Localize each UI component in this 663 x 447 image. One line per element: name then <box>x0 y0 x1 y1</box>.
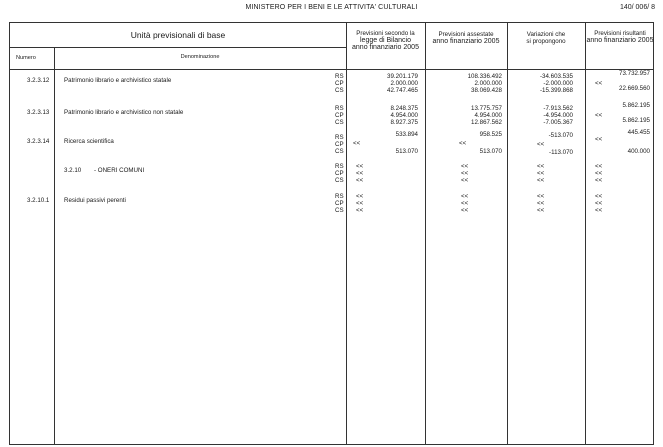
value-risultanti: << <box>595 112 603 119</box>
row-tag: RS <box>335 163 344 170</box>
col-header-line: Previsioni assestate <box>438 31 494 38</box>
row-denominazione: Ricerca scientifica <box>64 138 114 145</box>
value-bilancio: 39.201.179 <box>387 73 418 80</box>
unit-title: Unità previsionali di base <box>130 30 226 40</box>
row-tag: CP <box>335 141 344 148</box>
col-header-prev-risultanti <box>585 30 655 44</box>
row-numero: 3.2.3.14 <box>27 138 50 145</box>
value-assestate: << <box>461 177 469 184</box>
col-header-line: anno finanziario 2005 <box>432 38 500 45</box>
row-tag: CP <box>335 80 344 87</box>
value-variazioni: -513.070 <box>548 132 573 139</box>
value-risultanti: << <box>595 177 603 184</box>
col-header-line: legge di Bilancio <box>360 37 411 44</box>
row-denominazione: - ONERI COMUNI <box>94 167 145 174</box>
value-assestate: << <box>461 193 469 200</box>
header-divider-unit <box>10 47 346 48</box>
col-header-variazioni <box>507 31 585 45</box>
value-variazioni: -4.954.000 <box>543 112 573 119</box>
row-tag: CP <box>335 112 344 119</box>
col-header-line: Previsioni secondo la <box>356 30 415 37</box>
col-divider-denominazione <box>346 23 347 444</box>
col-header-line: anno finanziario 2005 <box>586 37 654 44</box>
header-bottom-rule <box>10 69 653 70</box>
col-header-line: anno finanziario 2005 <box>352 44 419 51</box>
value-risultanti: << <box>595 193 603 200</box>
value-bilancio: 533.894 <box>395 131 418 138</box>
value-risultanti: 400.000 <box>627 148 650 155</box>
value-variazioni: -7.005.367 <box>543 119 573 126</box>
value-risultanti: << <box>595 136 603 143</box>
row-tag: RS <box>335 73 344 80</box>
value-variazioni: << <box>537 207 545 214</box>
value-variazioni: << <box>537 193 545 200</box>
value-risultanti: 22.669.560 <box>619 85 650 92</box>
row-tag: CS <box>335 87 344 94</box>
col-header-prev-bilancio <box>346 30 425 51</box>
value-risultanti: << <box>595 163 603 170</box>
value-variazioni: -7.913.562 <box>543 105 573 112</box>
value-bilancio: << <box>353 140 361 147</box>
value-bilancio: 8.927.375 <box>390 119 418 126</box>
value-assestate: 958.525 <box>479 131 502 138</box>
value-assestate: 108.336.492 <box>467 73 502 80</box>
budget-table <box>9 22 654 445</box>
col-divider-bilancio <box>425 23 426 444</box>
value-assestate: 13.775.757 <box>471 105 502 112</box>
value-bilancio: << <box>356 193 364 200</box>
value-variazioni: << <box>537 141 545 148</box>
row-denominazione: Patrimonio librario e archivistico statale <box>64 77 172 84</box>
value-risultanti: 73.732.957 <box>619 70 650 77</box>
value-variazioni: -113.070 <box>549 149 573 156</box>
value-risultanti: 5.862.195 <box>622 102 650 109</box>
value-assestate: << <box>461 163 469 170</box>
value-bilancio: 2.000.000 <box>390 80 418 87</box>
row-numero: 3.2.10 <box>64 167 82 174</box>
value-variazioni: -2.000.000 <box>543 80 573 87</box>
row-tag: CP <box>335 170 344 177</box>
col-header-line: Previsioni risultanti <box>594 30 646 37</box>
value-assestate: << <box>459 140 467 147</box>
page-reference: 140/ 006/ 8 <box>619 4 655 11</box>
value-variazioni: << <box>537 177 545 184</box>
col-header-denominazione: Denominazione <box>180 54 220 60</box>
row-tag: RS <box>335 193 344 200</box>
row-denominazione: Residui passivi perenti <box>64 197 126 204</box>
value-bilancio: 42.747.465 <box>387 87 418 94</box>
value-assestate: 38.069.428 <box>471 87 502 94</box>
value-risultanti: 5.862.195 <box>622 117 650 124</box>
row-denominazione: Patrimonio librario e archivistico non statale <box>64 109 184 116</box>
row-tag: CS <box>335 119 344 126</box>
value-variazioni: << <box>537 163 545 170</box>
value-bilancio: 8.248.375 <box>390 105 418 112</box>
row-numero: 3.2.3.12 <box>27 77 50 84</box>
col-divider-numero <box>54 47 55 444</box>
value-assestate: 2.000.000 <box>474 80 502 87</box>
row-numero: 3.2.3.13 <box>27 109 50 116</box>
value-variazioni: << <box>537 200 545 207</box>
value-risultanti: << <box>595 200 603 207</box>
value-risultanti: << <box>595 80 603 87</box>
value-bilancio: << <box>356 170 364 177</box>
value-variazioni: << <box>537 170 545 177</box>
value-variazioni: -34.603.535 <box>539 73 573 80</box>
col-header-prev-assestate <box>425 31 507 45</box>
value-assestate: << <box>461 207 469 214</box>
row-tag: CS <box>335 177 344 184</box>
row-tag: RS <box>335 105 344 112</box>
value-risultanti: << <box>595 170 603 177</box>
value-assestate: 513.070 <box>479 148 502 155</box>
value-bilancio: << <box>356 177 364 184</box>
value-assestate: << <box>461 170 469 177</box>
row-numero: 3.2.10.1 <box>27 197 50 204</box>
value-bilancio: 4.954.000 <box>390 112 418 119</box>
value-bilancio: 513.070 <box>395 148 418 155</box>
col-header-line: Variazioni che <box>526 31 566 38</box>
value-assestate: 12.867.562 <box>471 119 502 126</box>
value-bilancio: << <box>356 207 364 214</box>
row-tag: CS <box>335 148 344 155</box>
value-variazioni: -15.399.868 <box>539 87 573 94</box>
col-header-numero: Numero <box>16 55 36 61</box>
value-risultanti: 445.455 <box>627 129 650 136</box>
col-divider-assestate <box>507 23 508 444</box>
value-assestate: 4.954.000 <box>474 112 502 119</box>
value-risultanti: << <box>595 207 603 214</box>
document-title: MINISTERO PER I BENI E LE ATTIVITA' CULTURALI <box>245 4 418 11</box>
col-divider-variazioni <box>585 23 586 444</box>
row-tag: RS <box>335 134 344 141</box>
value-assestate: << <box>461 200 469 207</box>
col-header-line: si propongono <box>526 38 566 45</box>
value-bilancio: << <box>356 200 364 207</box>
value-bilancio: << <box>356 163 364 170</box>
row-tag: CP <box>335 200 344 207</box>
row-tag: CS <box>335 207 344 214</box>
